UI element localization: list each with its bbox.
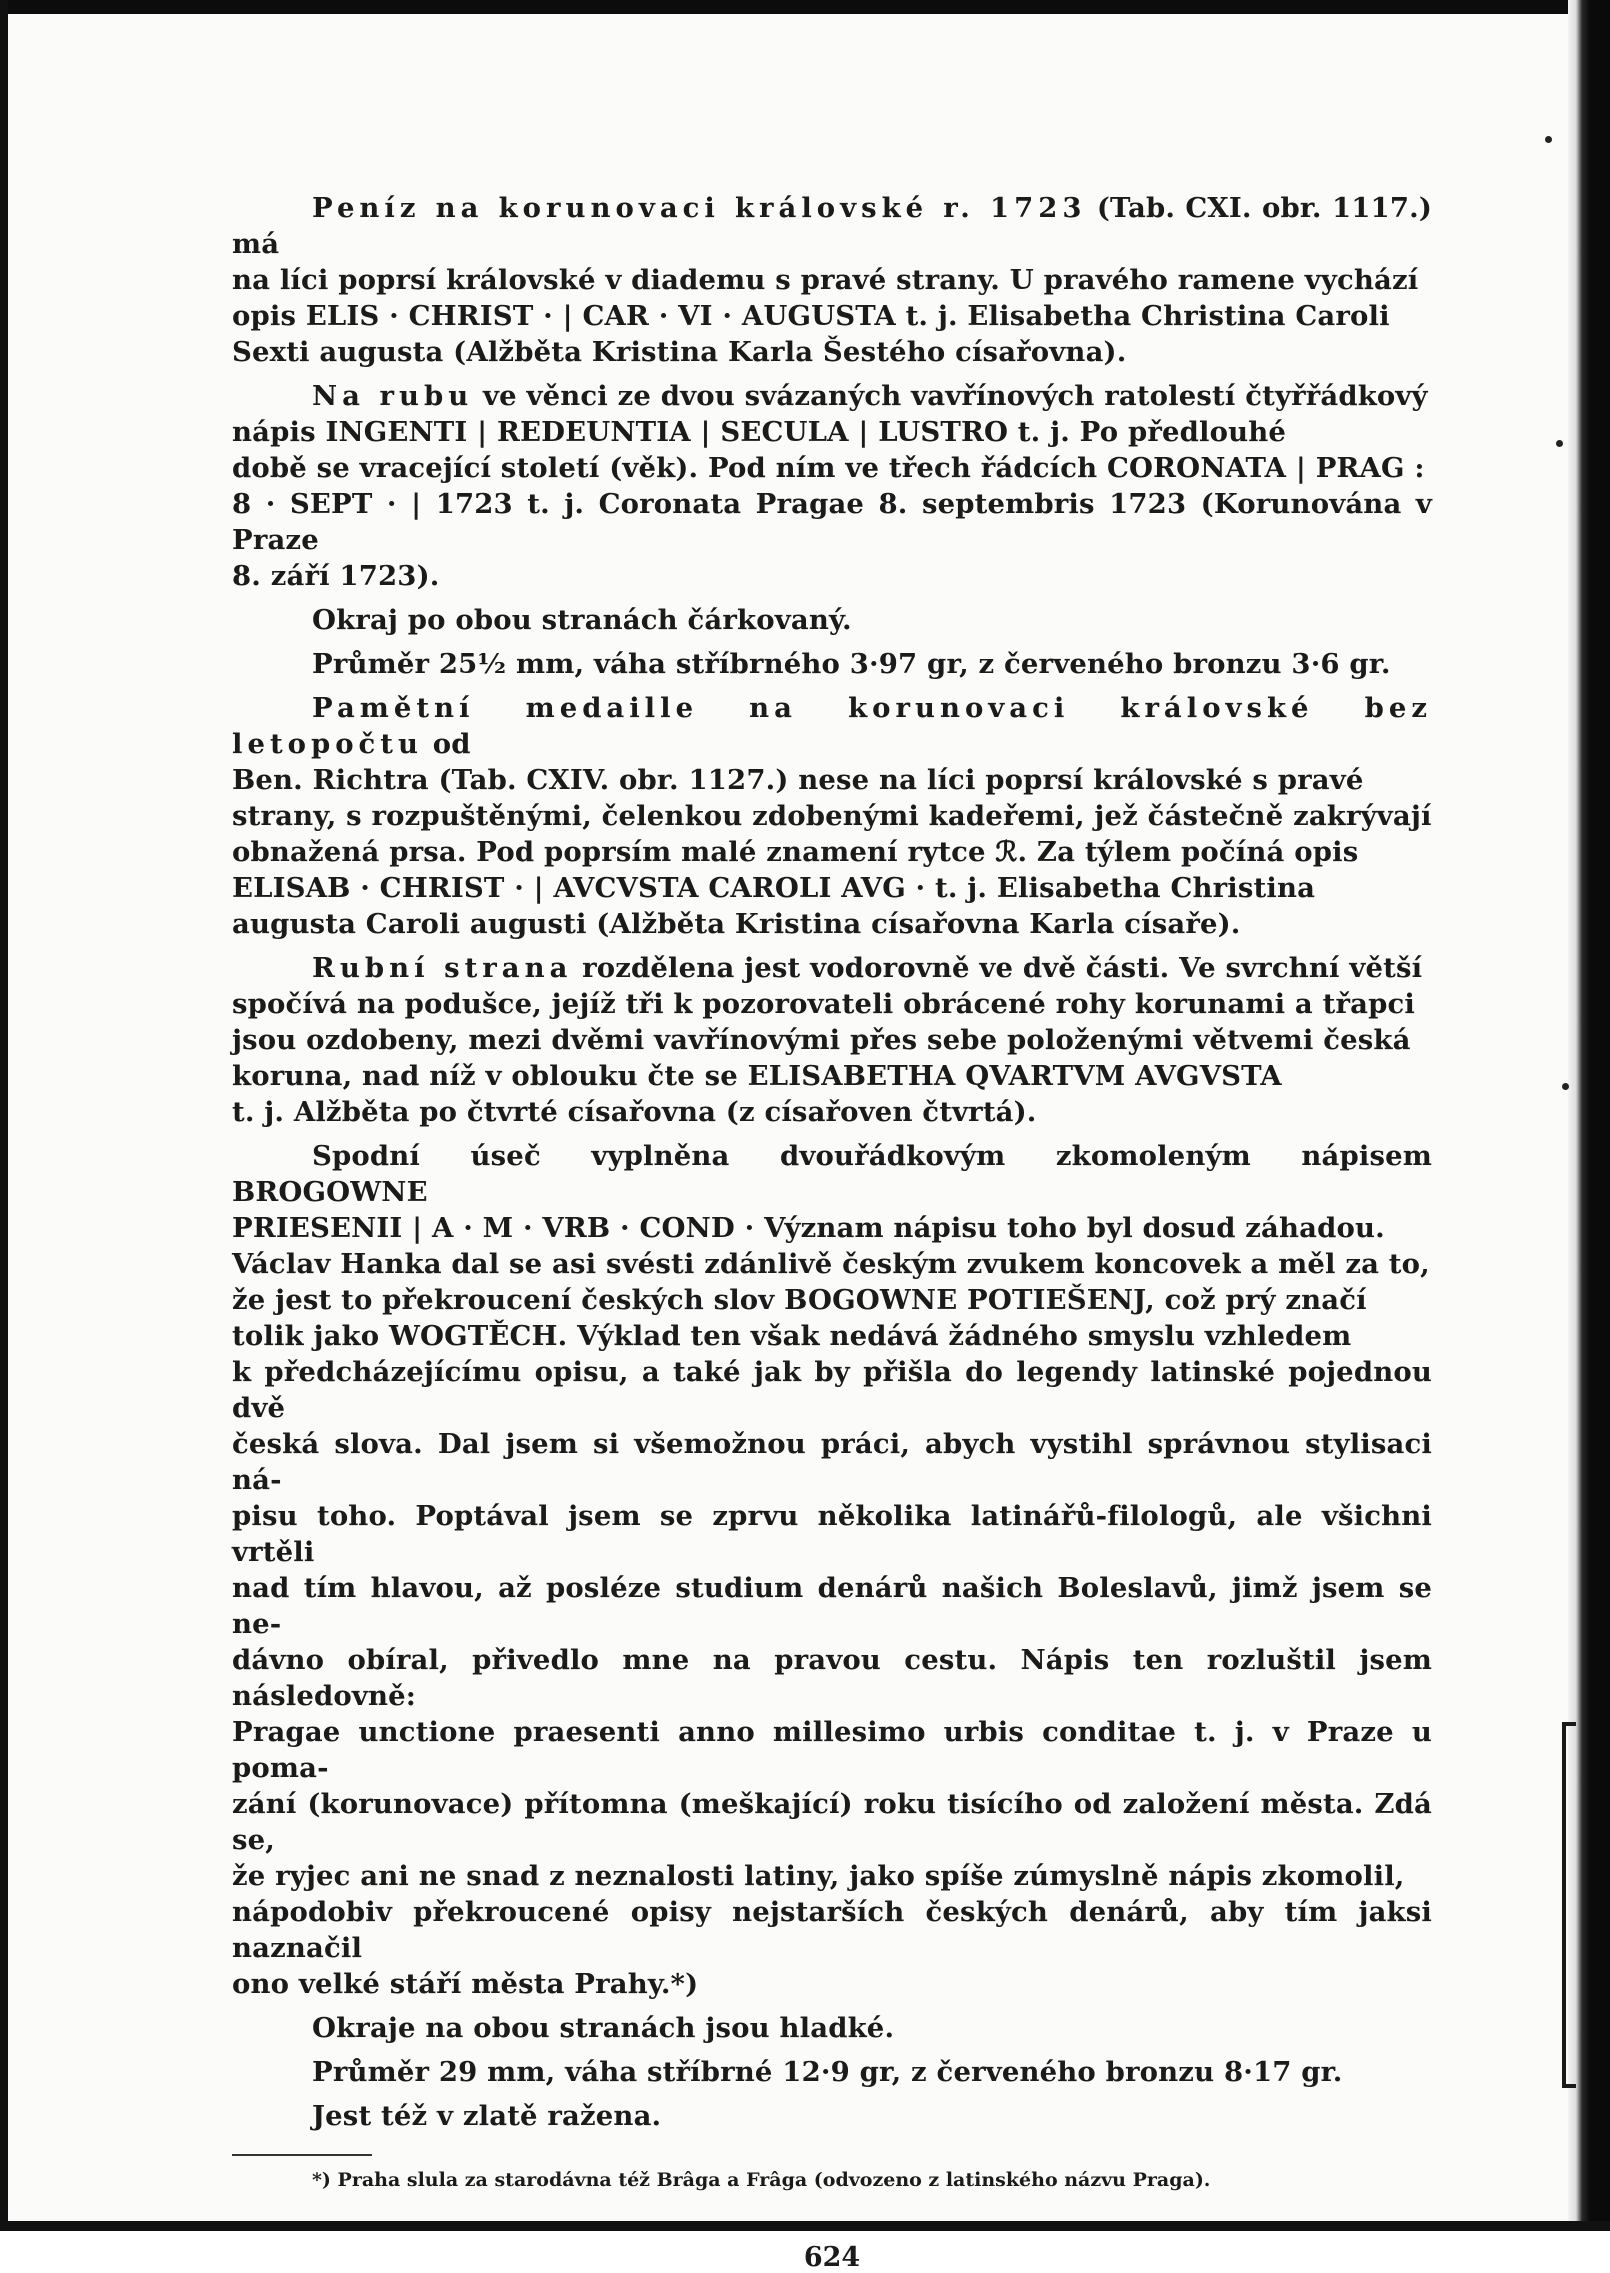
- paragraph-text: Průměr 25½ mm, váha stříbrného 3·97 gr, z červeného bronzu 3·6 gr.: [312, 648, 1391, 680]
- footnote: *) Praha slula za starodávna též Brâga a Frâga (odvozeno z latinského názvu Praga).: [312, 2169, 1211, 2191]
- paragraph-text: Okraj po obou stranách čárkovaný.: [312, 604, 852, 636]
- paragraph-lead: Peníz na korunovaci královské r. 1723: [312, 192, 1087, 224]
- margin-bracket-mark: [1562, 1722, 1576, 2088]
- paragraph-lead: Na rubu: [312, 380, 474, 412]
- paragraph-lead: Rubní strana: [312, 952, 573, 984]
- paragraph-4: [232, 646, 1432, 682]
- paragraph-text: ve věnci ze dvou svázaných vavřínových ratolestí čtyřřádkový nápis INGENTI | REDEUNTIA | SECULA | LUSTRO t. j. Po předlouhé době se vracející století (věk). Pod ním ve třech řádcích CORONATA | PRAG : 8 · SEPT · | 1723 t. j. Coronata Pragae 8. septembris 1723 (Korunována v Praze 8. září 1723).: [232, 380, 1432, 592]
- paragraph-8: [232, 2010, 1432, 2046]
- paragraph-text: Spodní úseč vyplněna dvouřádkovým zkomoleným nápisem BROGOWNE PRIESENII | A · M · VRB · COND · Význam nápisu toho byl dosud záhadou. Václav Hanka dal se asi svésti zdánlivě českým zvukem koncovek a měl za to, že jest to překroucení českých slov BOGOWNE POTIEŠENJ, což prý značí tolik jako WOGTĚCH. Výklad ten však nedává žádného smyslu vzhledem k předcházejícímu opisu, a také jak by přišla do legendy latinské pojednou dvě česká slova. Dal jsem si všemožnou práci, abych vystihl správnou stylisaci ná- pisu toho. Poptával jsem se zprvu několika latinářů-filologů, ale všichni vrtěli nad tím hlavou, až posléze studium denárů našich Boleslavů, jimž jsem se ne- dávno obíral, přivedlo mne na pravou cestu. Nápis ten rozluštil jsem následovně: Pragae unctione praesenti anno millesimo urbis conditae t. j. v Praze u poma- zání (korunovace) přítomna (meškající) roku tisícího od založení města. Zdá se, že ryjec ani ne snad z neznalosti latiny, jako spíše zúmyslně nápis zkomolil, nápodobiv překroucené opisy nejstarších českých denárů, aby tím jaksi naznačil ono velké stáří města Prahy.*): [232, 1140, 1432, 2000]
- paragraph-10: [232, 2098, 1432, 2134]
- page-number: 624: [803, 2242, 861, 2273]
- paragraph-1: [232, 190, 1432, 370]
- paragraph-text: od Ben. Richtra (Tab. CXIV. obr. 1127.) nese na líci poprsí královské s pravé strany, s rozpuštěnými, čelenkou zdobenými kadeřemi, jež částečně zakrývají obnažená prsa. Pod poprsím malé znamení rytce ℛ. Za týlem počíná opis ELISAB · CHRIST · | AVCVSTA CAROLI AVG · t. j. Elisabetha Christina augusta Caroli augusti (Alžběta Kristina císařovna Karla císaře).: [232, 728, 1432, 940]
- paragraph-2: [232, 378, 1432, 594]
- paragraph-lead: Pamětní medaille na korunovaci královské bez letopočtu: [232, 692, 1432, 760]
- paragraph-text: Jest též v zlatě ražena.: [312, 2100, 662, 2132]
- paragraph-5: [232, 690, 1432, 942]
- footnote-divider: [232, 2154, 372, 2156]
- paragraph-7: [232, 1138, 1432, 2002]
- paragraph-text: Průměr 29 mm, váha stříbrné 12·9 gr, z červeného bronzu 8·17 gr.: [312, 2056, 1343, 2088]
- paragraph-3: [232, 602, 1432, 638]
- scan-border-left: [0, 0, 8, 2231]
- page-body: [232, 190, 1432, 2273]
- paragraph-9: [232, 2054, 1432, 2090]
- paragraph-text: rozdělena jest vodorovně ve dvě části. Ve svrchní větší spočívá na podušce, jejíž tři k pozorovateli obrácené rohy korunami a třapci jsou ozdobeny, mezi dvěmi vavřínovými přes sebe položenými větvemi česká koruna, nad níž v oblouku čte se ELISABETHA QVARTVM AVGVSTA t. j. Alžběta po čtvrté císařovna (z císařoven čtvrtá).: [232, 952, 1423, 1128]
- margin-dot-mark: [1562, 1083, 1569, 1090]
- margin-dot-mark: [1545, 136, 1552, 143]
- paragraph-text: (Tab. CXI. obr. 1117.) má na líci poprsí královské v diademu s pravé strany. U pravého ramene vychází opis ELIS · CHRIST · | CAR · VI · AUGUSTA t. j. Elisabetha Christina Caroli Sexti augusta (Alžběta Kristina Karla Šestého císařovna).: [232, 192, 1432, 368]
- paragraph-text: Okraje na obou stranách jsou hladké.: [312, 2012, 895, 2044]
- scan-border-top: [0, 0, 1570, 14]
- paragraph-6: [232, 950, 1432, 1130]
- margin-dot-mark: [1556, 440, 1563, 447]
